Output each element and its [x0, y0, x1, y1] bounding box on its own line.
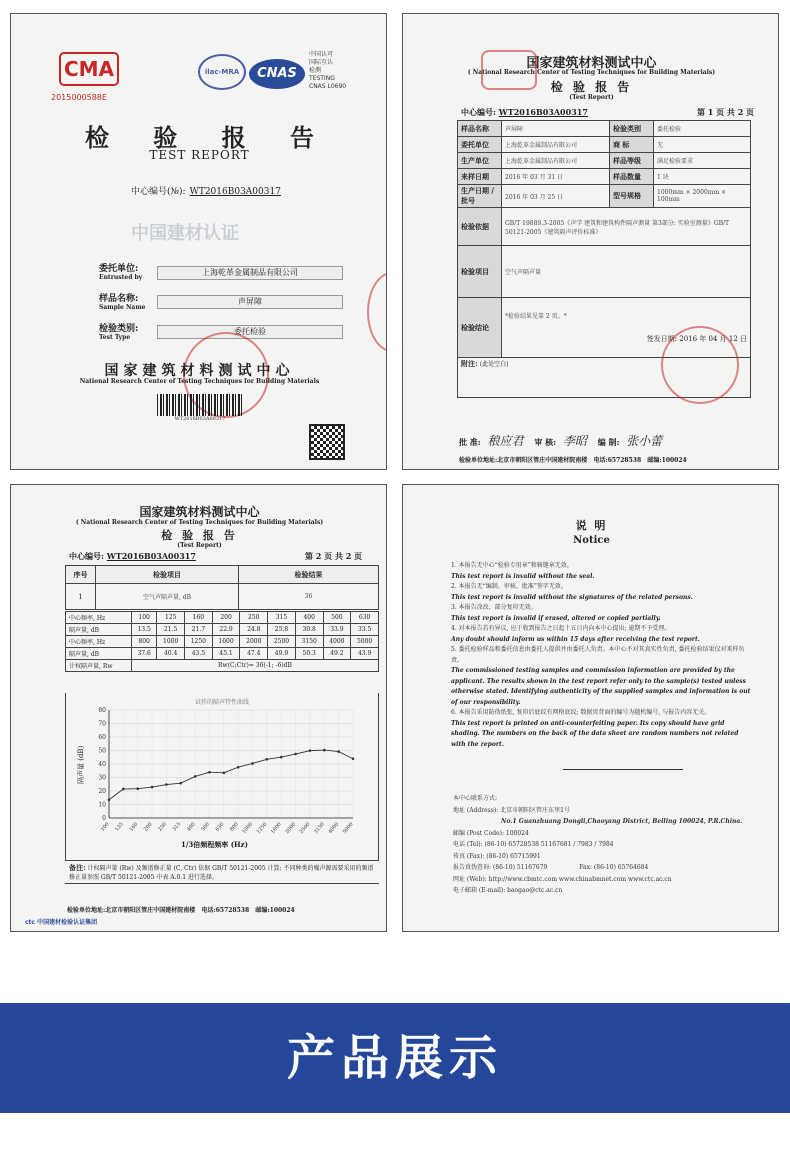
- page2-center-number: [69, 551, 196, 562]
- chart-x-tick-label: 2500: [298, 821, 312, 836]
- chart-points: [108, 749, 355, 801]
- freq-cell: 1000: [157, 636, 185, 648]
- tl-cell: 49.9: [268, 648, 296, 660]
- center-number-label: 中心编号:: [69, 551, 104, 561]
- test-type-label: 检验类别: [610, 121, 654, 137]
- rw-label: 计权隔声量, Rw: [66, 660, 132, 672]
- notice-item-en: This test report is printed on anti-counterfeiting paper. Its copy should have grid shading. The numbers on the back of the data sheet are random numbers not related with the report.: [451, 719, 739, 748]
- maker-label: 生产单位: [458, 153, 502, 169]
- tl-cell: 43.5: [185, 648, 213, 660]
- remark-value: (此处空白): [479, 361, 509, 368]
- client-value: 上海乾革金属制品有限公司: [157, 266, 343, 280]
- chart-x-tick-label: 400: [185, 821, 197, 833]
- freq-cell: 100: [132, 612, 157, 624]
- freq-cell: 400: [295, 612, 323, 624]
- maker-value: 上海乾革金属制品有限公司: [502, 153, 610, 169]
- contact-info: [453, 793, 753, 897]
- table-row: [66, 584, 379, 610]
- sample-field: [99, 291, 146, 311]
- chart-x-tick-label: 4000: [327, 821, 341, 836]
- page2-organization: 国家建筑材料测试中心: [139, 505, 260, 519]
- chart-data-point: [294, 753, 297, 756]
- chart-x-tick-label: 160: [128, 821, 140, 833]
- table-row: [458, 153, 751, 169]
- chart-y-tick-label: 50: [98, 747, 106, 755]
- ilac-mra-logo: ilac-MRA: [198, 54, 246, 90]
- tl-label: 隔声量, dB: [66, 648, 132, 660]
- freq-cell: 2000: [240, 636, 268, 648]
- contact-address: 地址 (Address): 北京市朝阳区管庄东里1号: [453, 806, 570, 814]
- center-number-label: 中心编号:: [461, 107, 496, 117]
- tel-value: 65728538: [607, 457, 642, 464]
- cnas-text-line: 检测: [309, 67, 322, 74]
- contact-email: 电子邮箱 (E-mail): baogao@ctc.ac.cn: [453, 887, 563, 894]
- cma-stamp: [481, 50, 537, 90]
- freq-cell: 2500: [268, 636, 296, 648]
- chart-data-point: [136, 787, 139, 790]
- chart-y-tick-label: 20: [98, 788, 106, 795]
- chart-data-point: [208, 771, 211, 774]
- contact-tel: 电话 (Tel): (86-10) 65728538 51167681 / 7983 / 7984: [453, 841, 614, 848]
- freq-cell: 500: [323, 612, 351, 624]
- tl-cell: 21.7: [185, 624, 213, 636]
- contact-post-code: 邮编 (Post Code): 100024: [453, 829, 529, 837]
- trademark-label: 商 标: [610, 137, 654, 153]
- freq-cell: 1250: [185, 636, 213, 648]
- tel-label: 电话:: [201, 907, 216, 914]
- tl-cell: 37.6: [132, 648, 157, 660]
- remark-label: 附注:: [461, 359, 478, 368]
- address-label: 检验单位地址:: [67, 907, 106, 914]
- quantity-value: 1 块: [654, 169, 751, 185]
- notice-item: 3. 本报告涂改、部分复印无效。: [451, 604, 537, 611]
- test-type-value: 委托检验: [654, 121, 751, 137]
- page1-organization: 国家建筑材料测试中心: [526, 56, 657, 71]
- section-banner-title: 产品展示: [286, 1030, 503, 1086]
- cover-organization: 国家建筑材料测试中心: [104, 363, 295, 379]
- address-value: 北京市朝阳区管庄中国建材院南楼: [497, 457, 588, 464]
- chart-grid: [109, 710, 353, 818]
- ctc-footer-logo: ctc 中国建材检验认证集团: [25, 919, 98, 926]
- remark-label: 备注:: [69, 863, 86, 872]
- tl-cell: 40.4: [157, 648, 185, 660]
- cma-logo: CMA: [59, 52, 119, 86]
- cnas-logo: CNAS: [249, 59, 305, 89]
- row-item: 空气声隔声量, dB: [96, 584, 239, 610]
- sample-name-value: 声屏障: [502, 121, 610, 137]
- barcode: [157, 394, 243, 416]
- tl-cell: 33.9: [323, 624, 351, 636]
- table-row: [66, 624, 379, 636]
- contact-address-en: No.1 Guanzhuang Dongli,Chaoyang District, Beiling 100024, P.R.China.: [501, 818, 743, 825]
- chart-x-tick-label: 125: [114, 821, 125, 833]
- chart-data-point: [352, 757, 355, 760]
- model-label: 型号规格: [610, 185, 654, 208]
- chart-data-point: [179, 782, 182, 785]
- client-field: [99, 261, 142, 281]
- address-value: 北京市朝阳区管庄中国建材院南楼: [105, 907, 196, 914]
- notice-item: 2. 本报告无“编制、审核、批准”签字无效。: [451, 583, 567, 590]
- cnas-accreditation-text: [309, 51, 379, 91]
- report-page-2: [10, 484, 387, 932]
- notice-item: 4. 对本报告若有异议, 应于收到报告之日起十五日内向本中心提出; 逾期不予受理。: [451, 625, 671, 632]
- chart-x-tick-label: 1000: [241, 821, 255, 836]
- header-seq: 序号: [66, 566, 96, 584]
- chart-y-tick-label: 40: [98, 761, 106, 768]
- spacer: [0, 950, 790, 1003]
- chart-data-point: [309, 749, 312, 752]
- page1-organization-en: ( National Research Center of Testing Techniques for Building Materials): [467, 69, 716, 76]
- center-number-value: WT2016B03A00317: [498, 107, 588, 117]
- notice-item-en: This test report is invalid without the seal.: [451, 572, 595, 580]
- page1-footer: [459, 455, 759, 464]
- tel-label: 电话:: [593, 457, 608, 464]
- row-result: 36: [239, 584, 379, 610]
- table-row: [66, 648, 379, 660]
- chart-data-point: [151, 786, 154, 789]
- signature-row: [459, 432, 759, 449]
- page2-title: 检 验 报 告: [161, 529, 238, 542]
- tl-cell: 33.5: [351, 624, 379, 636]
- chart-x-tick-label: 1600: [269, 821, 283, 836]
- client-label: 委托单位:: [99, 264, 139, 274]
- chart-data-point: [323, 749, 326, 752]
- grade-label: 样品等级: [610, 153, 654, 169]
- notice-title: 说 明: [575, 519, 608, 532]
- sound-insulation-chart: [71, 700, 361, 850]
- production-date-label: 生产日期 /批号: [458, 185, 502, 208]
- chart-x-tick-label: 800: [228, 821, 240, 833]
- page1-center-number: [461, 107, 588, 118]
- sample-value: 声屏障: [157, 295, 343, 309]
- chart-data-point: [194, 775, 197, 778]
- page1-page-number: 第 1 页 共 2 页: [697, 107, 755, 117]
- issue-date: 签发日期: 2016 年 04 月 12 日: [646, 335, 747, 343]
- freq-cell: 160: [185, 612, 213, 624]
- center-number-value: WT2016B03A00317: [189, 187, 281, 197]
- cnas-text-line: CNAS L0690: [309, 83, 347, 90]
- chart-y-tick-label: 70: [98, 720, 106, 728]
- chart-data-point: [337, 750, 340, 753]
- table-row: [66, 612, 379, 624]
- table-row: [66, 566, 379, 584]
- contact-verify: 报告真伪查询: (86-10) 51167679: [453, 864, 548, 871]
- page1-title: 检 验 报 告: [550, 80, 633, 94]
- tl-cell: 45.1: [212, 648, 240, 660]
- notice-item-en: Any doubt should inform us within 15 days after receiving the test report.: [451, 635, 700, 643]
- page1-title-en: (Test Report): [569, 94, 614, 101]
- zip-value: 100024: [661, 457, 687, 464]
- contact-title: 本中心联系方式:: [453, 795, 498, 802]
- chart-y-tick-label: 0: [102, 815, 106, 822]
- freq-cell: 800: [132, 636, 157, 648]
- client-label-en: Entrusted by: [99, 274, 143, 281]
- rw-value: Rw(C;Ctr)= 36(-1; -6)dB: [132, 660, 379, 672]
- cover-organization-en: National Research Center of Testing Techniques for Building Materials: [79, 378, 320, 385]
- arrival-date-label: 来样日期: [458, 169, 502, 185]
- chart-data-point: [108, 798, 111, 801]
- chart-y-ticks: [98, 707, 106, 822]
- divider: [563, 769, 683, 770]
- page2-remark: [69, 863, 375, 882]
- chart-x-tick-label: 100: [99, 821, 111, 833]
- sample-name-label: 样品名称: [458, 121, 502, 137]
- notice-item: 5. 委托检验样品和委托信息由委托人提供并由委托人负责。本中心不对其真实性负责, 委托检验结果仅对来样负责。: [451, 646, 745, 664]
- tel-value: 65728538: [215, 907, 250, 914]
- row-seq: 1: [66, 584, 96, 610]
- notice-item-en: The commissioned testing samples and commission information are provided by the applicant. The results shown in the test report refer only to the sample(s) tested unless otherwise stated. Identifying authenticity of the supplied samples and information is out of our responsibility.: [451, 667, 751, 706]
- quantity-label: 样品数量: [610, 169, 654, 185]
- spacer: [0, 1113, 790, 1162]
- barcode-number: WT2016B03A00317: [174, 416, 226, 422]
- zip-label: 邮编:: [647, 457, 662, 464]
- contact-web: 网址 (Web): http://www.cbmtc.com www.chinabmnet.com www.ctc.ac.cn: [453, 875, 672, 883]
- report-page-1: [402, 13, 779, 470]
- page2-footer: [67, 905, 367, 914]
- test-basis-value: GB/T 19889.3-2005《声学 建筑和建筑构件隔声测量 第3部分: 实验室测量》GB/T 50121-2005《建筑隔声评价标准》: [502, 208, 751, 246]
- chart-y-tick-label: 30: [98, 774, 106, 782]
- arrival-date-value: 2016 年 03 月 31 日: [502, 169, 610, 185]
- test-type-value: 委托检验: [157, 325, 343, 339]
- chart-x-tick-label: 630: [214, 821, 226, 833]
- client-label: 委托单位: [458, 137, 502, 153]
- cnas-text-line: 中国认可: [309, 51, 334, 58]
- chart-x-tick-label: 500: [200, 821, 212, 833]
- table-row: [458, 169, 751, 185]
- tl-label: 隔声量, dB: [66, 624, 132, 636]
- center-number-label: 中心编号(№):: [131, 187, 186, 197]
- table-row: [66, 660, 379, 672]
- freq-cell: 250: [240, 612, 268, 624]
- contact-fax: 传真 (Fax): (86-10) 65715991: [453, 852, 541, 860]
- cover-title: 检 验 报 告: [84, 123, 333, 152]
- chart-x-tick-label: 5000: [341, 821, 355, 836]
- tl-cell: 24.8: [240, 624, 268, 636]
- test-basis-label: 检验依据: [458, 208, 502, 246]
- divider: [65, 883, 379, 884]
- page2-title-en: (Test Report): [177, 542, 222, 549]
- test-type-label: 检验类别:: [99, 324, 139, 334]
- freq-cell: 5000: [351, 636, 379, 648]
- notice-item: 6. 本报告采用防伪纸张, 复印后底纹有网格底纹; 数据页背面的编号为随机编号, 与报告内容无关。: [451, 709, 711, 716]
- notice-item-en: This test report is invalid if erased, altered or copied partially.: [451, 614, 661, 622]
- chart-x-tick-label: 200: [142, 821, 154, 833]
- page2-page-number: 第 2 页 共 2 页: [305, 551, 363, 561]
- table-row: [458, 246, 751, 298]
- chart-y-tick-label: 10: [98, 801, 106, 809]
- tl-cell: 25.8: [268, 624, 296, 636]
- freq-cell: 1600: [212, 636, 240, 648]
- chart-x-tick-label: 1250: [255, 821, 269, 836]
- grade-value: 满足检验要求: [654, 153, 751, 169]
- freq-cell: 4000: [323, 636, 351, 648]
- table-row: [458, 121, 751, 137]
- tl-cell: 21.5: [157, 624, 185, 636]
- contact-verify-fax: Fax: (86-10) 65764684: [579, 864, 649, 871]
- chart-series-line: [109, 750, 353, 800]
- tl-cell: 30.8: [295, 624, 323, 636]
- header-result: 检验结果: [239, 566, 379, 584]
- prepare-label: 编 制:: [597, 437, 620, 447]
- chart-x-tick-label: 250: [157, 821, 168, 833]
- model-value: 1000mm × 2000mm × 100mm: [654, 185, 751, 208]
- chart-y-label: 隔声量 (dB): [77, 745, 85, 784]
- seam-seal: [367, 272, 387, 352]
- chart-x-tick-label: 2000: [284, 821, 298, 836]
- freq-cell: 200: [212, 612, 240, 624]
- test-type-label-en: Test Type: [99, 334, 131, 341]
- report-cover-page: [10, 13, 387, 470]
- table-row: [458, 137, 751, 153]
- sample-label: 样品名称:: [99, 294, 139, 304]
- chart-data-point: [223, 771, 226, 774]
- test-type-field: [99, 321, 138, 341]
- prepare-signature: 张小蕾: [626, 434, 663, 448]
- ctc-watermark: 中国建材认证: [131, 223, 239, 244]
- chart-data-point: [122, 788, 125, 791]
- cover-subtitle: TEST REPORT: [149, 148, 250, 162]
- production-date-value: 2016 年 03 月 25 日: [502, 185, 610, 208]
- conclusion-value: *检验结果见第 2 页。*: [505, 313, 567, 320]
- chart-data-point: [266, 758, 269, 761]
- chart-data-point: [280, 756, 283, 759]
- tl-cell: 43.9: [351, 648, 379, 660]
- contact-verify-row: [453, 862, 753, 874]
- center-number-value: WT2016B03A00317: [106, 551, 196, 561]
- trademark-value: 无: [654, 137, 751, 153]
- test-item-value: 空气声隔声量: [502, 246, 751, 298]
- chart-data-point: [165, 783, 168, 786]
- page2-organization-en: ( National Research Center of Testing Techniques for Building Materials): [75, 519, 324, 526]
- frequency-table: [65, 611, 379, 672]
- tl-cell: 22.9: [212, 624, 240, 636]
- approve-signature: 稂应君: [487, 434, 524, 448]
- review-signature: 李昭: [562, 434, 587, 448]
- tl-cell: 50.3: [295, 648, 323, 660]
- chart-data-point: [237, 766, 240, 769]
- test-item-label: 检验项目: [458, 246, 502, 298]
- notice-item: 1. 本报告无中心“检验专用章”和骑缝章无效。: [451, 562, 573, 569]
- freq-cell: 125: [157, 612, 185, 624]
- conclusion-label: 检验结论: [458, 298, 502, 358]
- chart-x-ticks: [100, 821, 355, 835]
- cnas-text-line: TESTING: [309, 75, 335, 82]
- remark-value: 计权隔声量 (Rw) 及频谱修正量 (C, Ctr) 依据 GB/T 50121-2005 计算; 不同种类的噪声源需要采用的频谱修正量参照 GB/T 50121-2005 中表 A.0.1 进行选择。: [69, 865, 374, 881]
- chart-y-tick-label: 60: [98, 734, 106, 741]
- table-row: [458, 185, 751, 208]
- report-notice-page: [402, 484, 779, 932]
- notice-item-en: This test report is invalid without the signatures of the related persons.: [451, 593, 693, 601]
- zip-label: 邮编:: [255, 907, 270, 914]
- freq-cell: 315: [268, 612, 296, 624]
- table-row: [66, 636, 379, 648]
- sample-label-en: Sample Name: [99, 304, 146, 311]
- zip-value: 100024: [269, 907, 295, 914]
- freq-cell: 3150: [295, 636, 323, 648]
- notice-list: [451, 561, 751, 750]
- approve-label: 批 准:: [459, 437, 481, 447]
- client-value: 上海乾革金属制品有限公司: [502, 137, 610, 153]
- freq-cell: 630: [351, 612, 379, 624]
- tl-cell: 47.4: [240, 648, 268, 660]
- address-label: 检验单位地址:: [459, 457, 498, 464]
- freq-label: 中心频率, Hz: [66, 636, 132, 648]
- cnas-text-line: 国际互认: [309, 59, 334, 66]
- official-seal: [661, 326, 739, 404]
- table-row: [458, 208, 751, 246]
- freq-label: 中心频率, Hz: [66, 612, 132, 624]
- chart-y-tick-label: 80: [98, 707, 106, 714]
- tl-cell: 13.5: [132, 624, 157, 636]
- tl-cell: 49.2: [323, 648, 351, 660]
- cma-number: 2015000588E: [51, 93, 107, 102]
- center-number: [131, 184, 281, 197]
- chart-x-label: 1/3倍频程频率 (Hz): [181, 840, 248, 849]
- chart-x-tick-label: 3150: [313, 821, 326, 836]
- header-item: 检验项目: [96, 566, 239, 584]
- qr-code: [309, 424, 345, 460]
- notice-title-en: Notice: [573, 535, 610, 546]
- chart-x-tick-label: 315: [171, 821, 183, 833]
- chart-data-point: [251, 762, 254, 765]
- review-label: 审 核:: [534, 437, 557, 447]
- page2-result-table: [65, 565, 379, 610]
- chart-caption: 试样的隔声特性曲线: [194, 699, 249, 706]
